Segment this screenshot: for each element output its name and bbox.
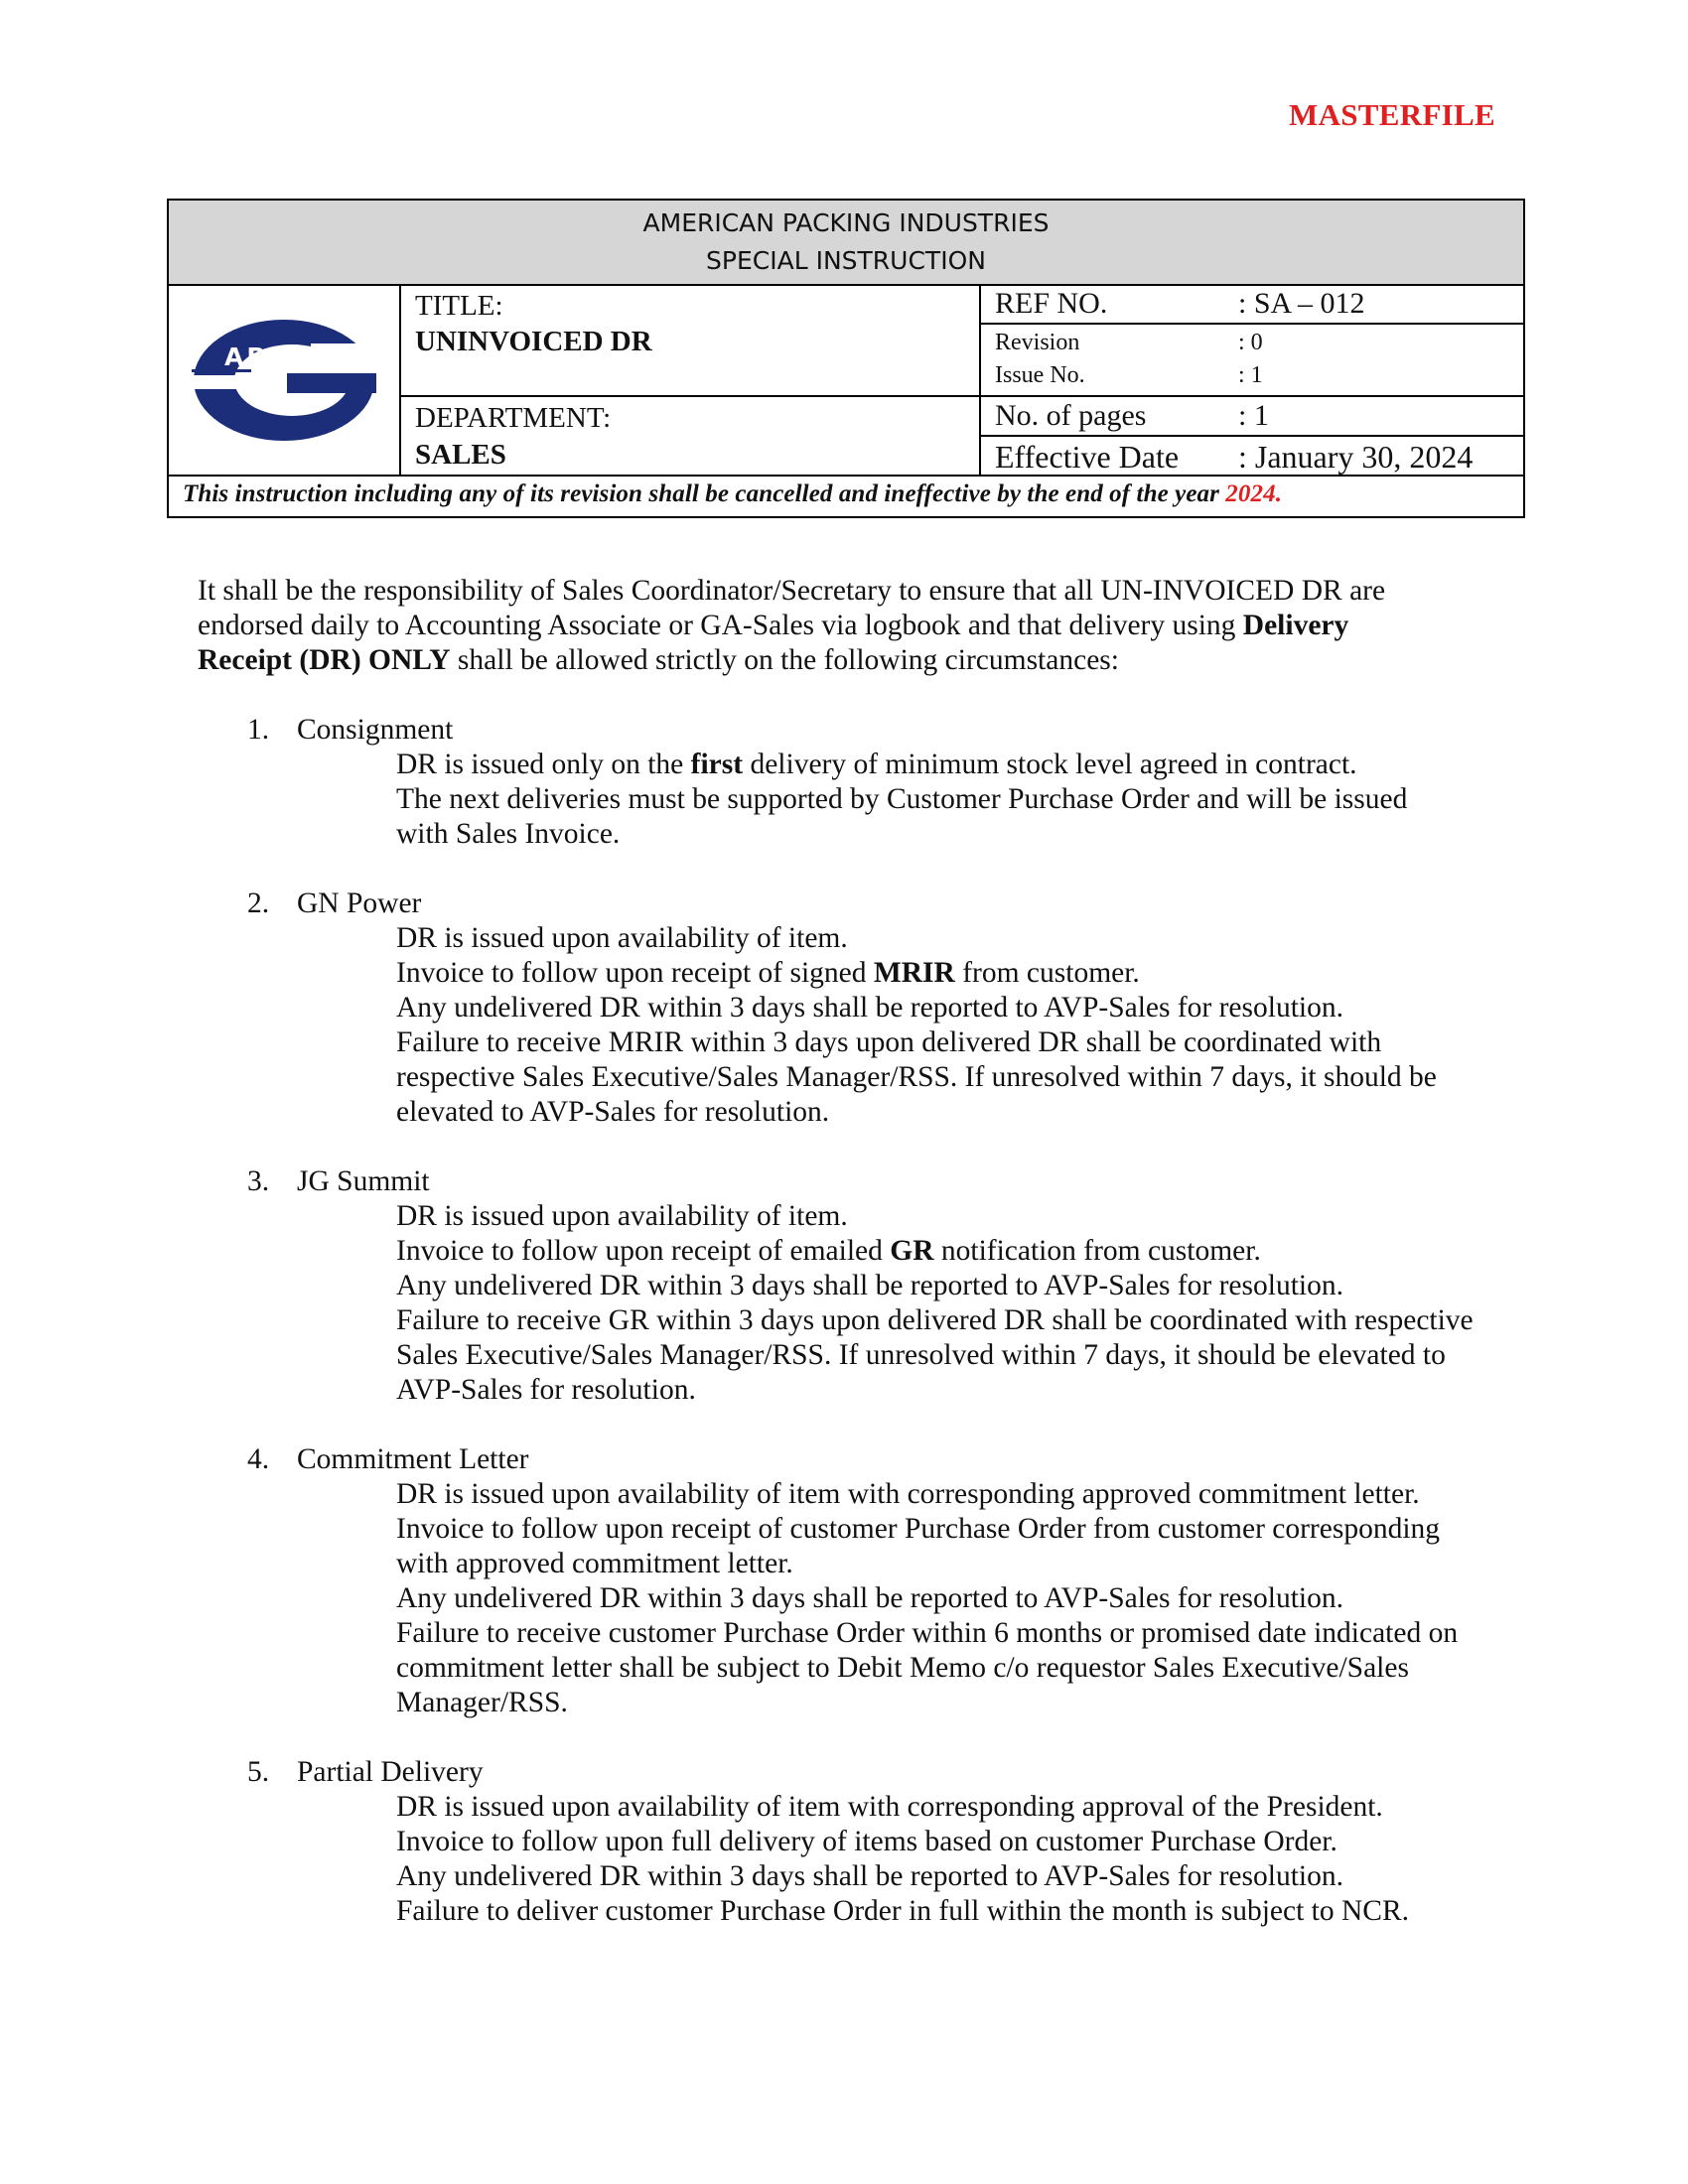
item-line: Failure to receive GR within 3 days upon delivered DR shall be coordinated with respective Sales Executive/Sales Manager/RSS. If unresolved within 7 days, it should be elevated to AVP-Sales for resolution. xyxy=(396,1304,1474,1406)
effective-row xyxy=(981,437,1523,475)
pages-effective-cell xyxy=(980,396,1524,476)
item-number: 1. xyxy=(247,714,270,746)
title-cell xyxy=(400,285,980,396)
item-line: The next deliveries must be supported by Customer Purchase Order and will be issued with Sales Invoice. xyxy=(396,783,1408,850)
notice-year: 2024. xyxy=(1225,480,1283,507)
item-number: 4. xyxy=(247,1443,270,1475)
item-lines xyxy=(198,748,1488,852)
document-header-table xyxy=(167,199,1525,518)
list-item xyxy=(198,713,1488,852)
item-line: Failure to receive MRIR within 3 days upon delivered DR shall be coordinated with respective Sales Executive/Sales Manager/RSS. If unresolved within 7 days, it should be elevated to AVP-Sales for resolution. xyxy=(396,1026,1437,1128)
item-line: Any undelivered DR within 3 days shall be reported to AVP-Sales for resolution. xyxy=(396,1582,1343,1614)
list-item xyxy=(198,1442,1488,1720)
title-value: UNINVOICED DR xyxy=(415,326,652,357)
item-lines xyxy=(198,921,1488,1130)
item-line: Any undelivered DR within 3 days shall be reported to AVP-Sales for resolution. xyxy=(396,992,1343,1024)
item-title: Consignment xyxy=(297,714,454,746)
cancellation-notice xyxy=(168,476,1524,517)
item-line: DR is issued upon availability of item with corresponding approval of the President. xyxy=(396,1791,1383,1823)
item-line: DR is issued upon availability of item. xyxy=(396,1200,848,1232)
item-line: Invoice to follow upon full delivery of items based on customer Purchase Order. xyxy=(396,1826,1337,1857)
list-item xyxy=(198,1164,1488,1408)
pages-row xyxy=(981,397,1523,437)
notice-text: This instruction including any of its revision shall be cancelled and ineffective by the end of the year xyxy=(183,480,1226,507)
intro-bold-text: Delivery Receipt (DR) ONLY xyxy=(198,610,1349,676)
intro-text-end: shall be allowed strictly on the following circumstances: xyxy=(450,644,1119,676)
item-title: GN Power xyxy=(297,887,422,919)
item-title: JG Summit xyxy=(297,1165,430,1197)
document-body xyxy=(198,574,1488,1964)
item-lines xyxy=(198,1199,1488,1408)
company-name: AMERICAN PACKING INDUSTRIES xyxy=(642,208,1050,237)
title-label: TITLE: xyxy=(415,290,503,322)
document-type: SPECIAL INSTRUCTION xyxy=(706,246,986,275)
item-title: Partial Delivery xyxy=(297,1756,484,1788)
issue-value: : 1 xyxy=(1238,362,1263,388)
item-line: Failure to receive customer Purchase Order within 6 months or promised date indicated on commitment letter shall be subject to Debit Memo c/o requestor Sales Executive/Sales Manager/RSS. xyxy=(396,1617,1459,1718)
item-line: DR is issued upon availability of item. xyxy=(396,922,848,954)
ref-no-label: REF NO. xyxy=(995,287,1108,320)
item-line: DR is issued upon availability of item with corresponding approved commitment letter. xyxy=(396,1478,1420,1510)
header-title-band xyxy=(168,200,1524,285)
pages-value: : 1 xyxy=(1238,399,1269,432)
item-line: Any undelivered DR within 3 days shall be reported to AVP-Sales for resolution. xyxy=(396,1270,1343,1301)
revision-label: Revision xyxy=(995,330,1080,355)
revision-row xyxy=(981,325,1523,359)
intro-text: It shall be the responsibility of Sales Coordinator/Secretary to ensure that all UN-INVOICED DR are endorsed daily to Accounting Associate or GA-Sales via logbook and that delivery using xyxy=(198,575,1386,641)
ref-no-value: : SA – 012 xyxy=(1238,287,1365,320)
issue-row xyxy=(981,359,1523,392)
masterfile-label: MASTERFILE xyxy=(1289,97,1495,132)
item-number: 5. xyxy=(247,1756,270,1788)
logo-text: API xyxy=(224,342,280,371)
issue-label: Issue No. xyxy=(995,362,1085,388)
item-line: Any undelivered DR within 3 days shall be reported to AVP-Sales for resolution. xyxy=(396,1860,1343,1892)
department-label: DEPARTMENT: xyxy=(415,402,612,434)
item-title: Commitment Letter xyxy=(297,1443,529,1475)
item-line: DR is issued only on the first delivery of minimum stock level agreed in contract. xyxy=(396,749,1357,780)
effective-value: : January 30, 2024 xyxy=(1238,439,1474,475)
revision-value: : 0 xyxy=(1238,330,1263,355)
item-number: 2. xyxy=(247,887,270,919)
item-line: Invoice to follow upon receipt of emailed GR notification from customer. xyxy=(396,1235,1261,1267)
item-lines xyxy=(198,1477,1488,1720)
item-lines xyxy=(198,1790,1488,1929)
item-line: Failure to deliver customer Purchase Order in full within the month is subject to NCR. xyxy=(396,1895,1410,1927)
effective-label: Effective Date xyxy=(995,439,1180,475)
circumstances-list xyxy=(198,713,1488,1929)
list-item xyxy=(198,887,1488,1130)
intro-paragraph xyxy=(198,574,1419,678)
company-logo xyxy=(192,318,376,443)
item-line: Invoice to follow upon receipt of signed MRIR from customer. xyxy=(396,957,1140,989)
list-item xyxy=(198,1755,1488,1929)
item-number: 3. xyxy=(247,1165,270,1197)
ref-no-row xyxy=(981,286,1523,325)
logo-cell xyxy=(168,285,400,476)
ref-cell xyxy=(980,285,1524,396)
pages-label: No. of pages xyxy=(995,399,1147,432)
department-value: SALES xyxy=(415,439,506,471)
department-cell xyxy=(400,396,980,476)
item-line: Invoice to follow upon receipt of customer Purchase Order from customer corresponding with approved commitment letter. xyxy=(396,1513,1441,1579)
